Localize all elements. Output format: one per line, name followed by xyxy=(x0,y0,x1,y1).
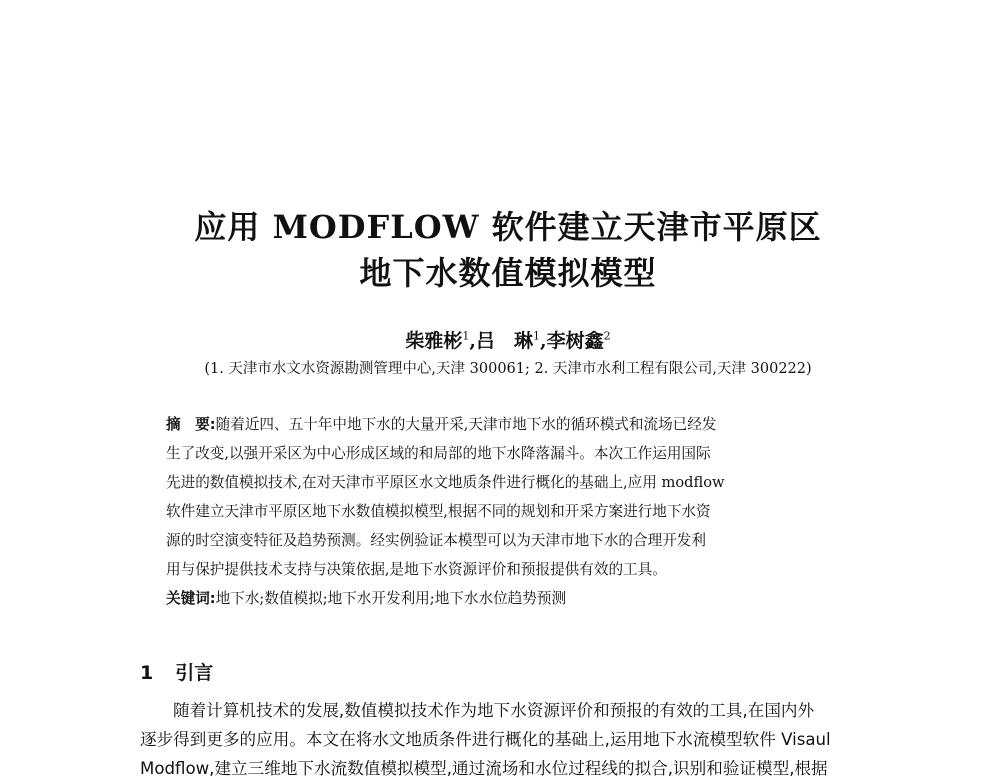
abstract-line: 用与保护提供技术支持与决策依据,是地下水资源评价和预报提供有效的工具。 xyxy=(166,561,667,578)
keywords-line xyxy=(166,584,850,613)
body-line: 逐步得到更多的应用。本文在将水文地质条件进行概化的基础上,运用地下水流模型软件 Visaul xyxy=(140,730,831,749)
author-name: 柴雅彬 xyxy=(405,330,463,352)
keywords-text: 地下水;数值模拟;地下水开发利用;地下水水位趋势预测 xyxy=(215,590,567,607)
section-number: 1 xyxy=(140,662,154,684)
author-name: 李树鑫 xyxy=(546,330,604,352)
body-line: Modflow,建立三维地下水流数值模拟模型,通过流场和水位过程线的拟合,识别和验证模型,根据 xyxy=(140,759,828,778)
abstract xyxy=(166,410,850,613)
author-list: 柴雅彬$^1$,吕 琳$^1$,李树鑫$^2$ xyxy=(405,329,611,352)
abstract-line: 先进的数值模拟技术,在对天津市平原区水文地质条件进行概化的基础上,应用 modflow xyxy=(166,474,725,491)
abstract-line: 软件建立天津市平原区地下水数值模拟模型,根据不同的规划和开采方案进行地下水资 xyxy=(166,503,711,520)
abstract-label: 摘 要: xyxy=(166,416,216,433)
section-title: 引言 xyxy=(175,662,214,684)
paper-title-line-1: 应用 MODFLOW 软件建立天津市平原区 xyxy=(194,208,822,246)
section-heading xyxy=(140,658,213,685)
body-line: 随着计算机技术的发展,数值模拟技术作为地下水资源评价和预报的有效的工具,在国内外 xyxy=(173,701,815,720)
abstract-line xyxy=(166,410,850,439)
body-text xyxy=(140,696,884,783)
keywords-label: 关键词: xyxy=(166,590,216,607)
affiliations: (1. 天津市水文水资源勘测管理中心,天津 300061; 2. 天津市水利工程有限公司,天津 300222) xyxy=(204,361,812,377)
author-affil-mark: 2 xyxy=(603,329,611,343)
abstract-line: 生了改变,以强开采区为中心形成区域的和局部的地下水降落漏斗。本次工作运用国际 xyxy=(166,445,711,462)
abstract-line: 源的时空演变特征及趋势预测。经实例验证本模型可以为天津市地下水的合理开发利 xyxy=(166,532,706,549)
author-affil-mark: 1 xyxy=(462,329,470,343)
paper-title-line-2: 地下水数值模拟模型 xyxy=(359,254,657,292)
author-affil-mark: 1 xyxy=(533,329,540,343)
abstract-text: 随着近四、五十年中地下水的大量开采,天津市地下水的循环模式和流场已经发 xyxy=(215,416,717,433)
author-name: 吕 琳 xyxy=(475,330,533,352)
